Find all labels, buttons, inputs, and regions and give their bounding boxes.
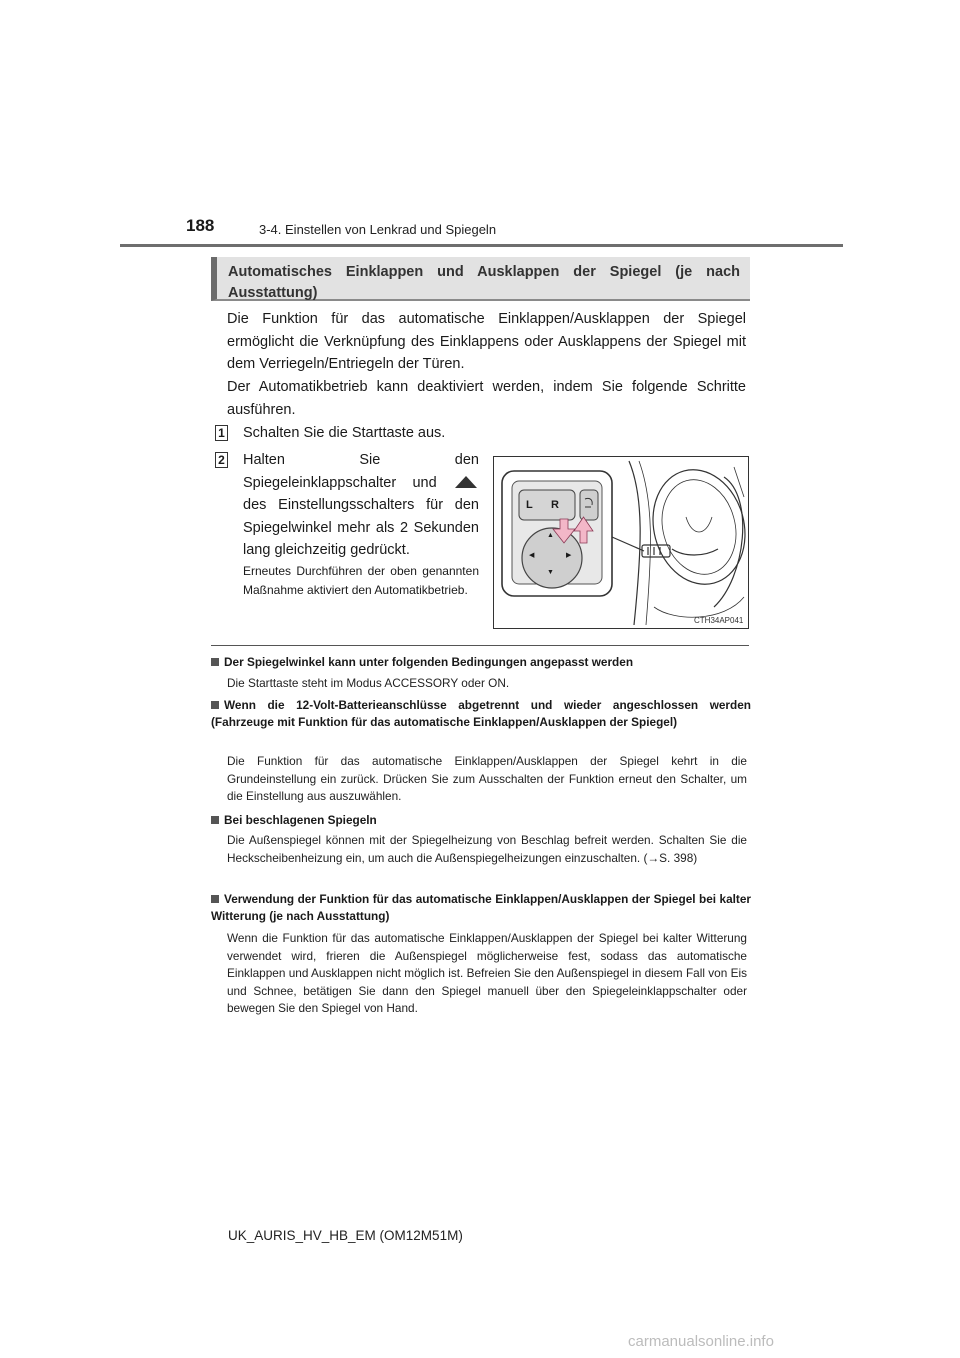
- note-4-title: [211, 891, 751, 924]
- step-2-text-after: des Einstellungsschalters für den Spiegelwinkel mehr als 2 Sekunden lang gleichzeitig gedrückt.: [243, 497, 479, 558]
- switch-label-l: L: [526, 499, 533, 511]
- step-2-text-before: Halten Sie den Spiegeleinklappschalter und: [243, 452, 479, 491]
- triangle-up-icon: [455, 476, 477, 488]
- note-1-title-text: Der Spiegelwinkel kann unter folgenden Bedingungen angepasst werden: [224, 655, 634, 669]
- note-1-title: [211, 654, 751, 671]
- step-2-text: [243, 449, 479, 562]
- step-2-note: Erneutes Durchführen der oben genannten Maßnahme aktiviert den Automatikbetrieb.: [243, 564, 479, 597]
- section-heading: Automatisches Einklappen und Ausklappen der Spiegel (je nach Ausstattung): [211, 257, 750, 301]
- pad-left-arrow-icon: ◀: [529, 552, 535, 559]
- notes-divider: [211, 645, 749, 646]
- note-2-title: [211, 697, 751, 730]
- note-4-body: Wenn die Funktion für das automatische Einklappen/Ausklappen der Spiegel bei kalter Witterung verwendet wird, frieren die Außenspiegel möglicherweise fest, sodass das automatische Einklappen und Ausklappen nicht möglich ist. Befreien Sie den Außenspiegel in diesem Fall von Eis und Schnee, betätigen Sie dann den Spiegel manuell über den Spiegeleinklappschalter oder bewegen Sie den Spiegel von Hand.: [227, 931, 747, 1015]
- square-bullet-icon: [211, 895, 219, 903]
- header-rule: [120, 244, 843, 247]
- square-bullet-icon: [211, 701, 219, 709]
- note-3-title: [211, 812, 751, 829]
- intro-paragraph-2: Der Automatikbetrieb kann deaktiviert werden, indem Sie folgende Schritte ausführen.: [227, 379, 746, 418]
- step-1-text: Schalten Sie die Starttaste aus.: [243, 425, 446, 441]
- switch-label-r: R: [551, 499, 559, 511]
- step-1-badge: 1: [215, 425, 228, 441]
- footer-manual-code: UK_AURIS_HV_HB_EM (OM12M51M): [228, 1228, 463, 1243]
- intro-paragraph-1: Die Funktion für das automatische Einklappen/Ausklappen der Spiegel ermöglicht die Verknüpfung des Einklappens oder Ausklappens der Spiegel mit dem Verriegeln/Entriegeln der Türen.: [227, 311, 746, 372]
- note-2-title-text: Wenn die 12-Volt-Batterieanschlüsse abgetrennt und wieder angeschlossen werden (Fahrzeuge mit Funktion für das automatische Einklappen/Ausklappen der Spiegel): [211, 698, 751, 729]
- note-3-body: Die Außenspiegel können mit der Spiegelheizung von Beschlag befreit werden. Schalten Sie die Heckscheibenheizung ein, um auch die Außenspiegelheizungen einzuschalten. (→S. 398): [227, 833, 747, 865]
- square-bullet-icon: [211, 816, 219, 824]
- note-2-body: Die Funktion für das automatische Einklappen/Ausklappen der Spiegel kehrt in die Grundeinstellung ein zurück. Drücken Sie zum Ausschalten der Funktion erneut den Schalter, um die Einstellung aus auszuwählen.: [227, 754, 747, 803]
- pad-down-arrow-icon: ▼: [547, 569, 554, 576]
- note-1-body: Die Starttaste steht im Modus ACCESSORY oder ON.: [227, 676, 510, 690]
- mirror-switch-illustration: [494, 457, 748, 628]
- step-2-badge: 2: [215, 452, 228, 468]
- note-4-title-text: Verwendung der Funktion für das automatische Einklappen/Ausklappen der Spiegel bei kalter Witterung (je nach Ausstattung): [211, 892, 751, 923]
- page-number: 188: [186, 216, 215, 235]
- note-3-title-text: Bei beschlagenen Spiegeln: [224, 813, 377, 827]
- mirror-switch-figure: [493, 456, 749, 629]
- watermark: carmanualsonline.info: [628, 1333, 774, 1350]
- pad-right-arrow-icon: ▶: [566, 552, 572, 559]
- square-bullet-icon: [211, 658, 219, 666]
- figure-code: CTH34AP041: [694, 616, 744, 625]
- pad-up-arrow-icon: ▲: [547, 532, 554, 539]
- section-title: 3-4. Einstellen von Lenkrad und Spiegeln: [259, 222, 497, 237]
